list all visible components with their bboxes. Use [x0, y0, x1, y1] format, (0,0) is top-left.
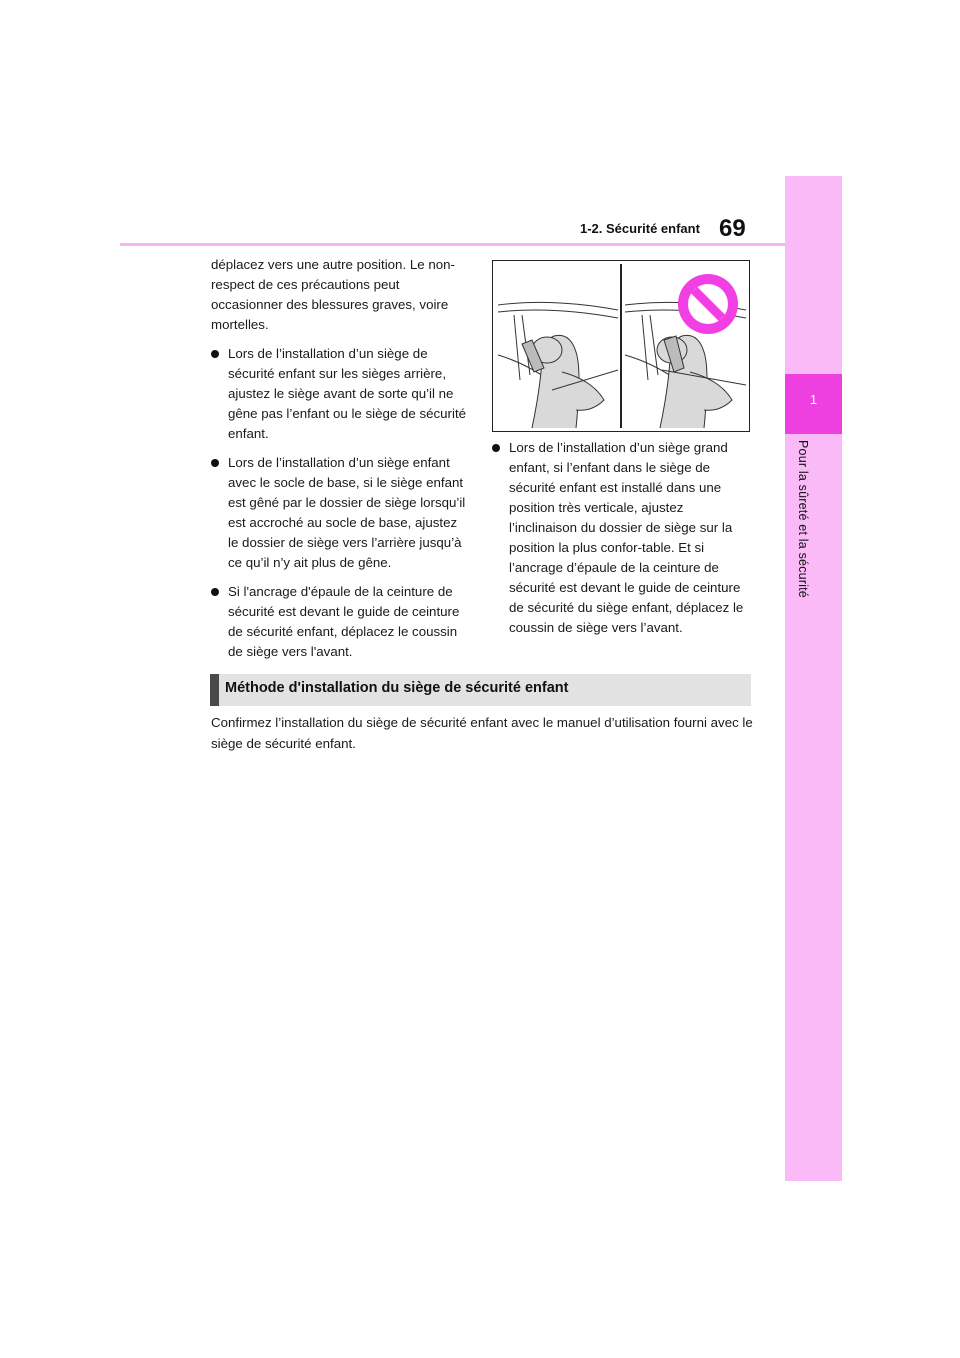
bullet-text: Si l'ancrage d'épaule de la ceinture de sécurité est devant le guide de ceinture de sécurité enfant, déplacez le coussin de siège vers l'avant. [228, 584, 460, 659]
chapter-number: 1 [809, 392, 818, 407]
bullet-dot-icon [492, 444, 500, 452]
bullet-text: Lors de l’installation d’un siège de sécurité enfant sur les sièges arrière, ajustez le siège avant de sorte qu’il ne gêne pas l’enfant ou le siège de sécurité enfant. [228, 346, 467, 441]
header-rule [120, 243, 785, 246]
bullet-dot-icon [211, 350, 219, 358]
bullet-text: Lors de l’installation d’un siège enfant avec le socle de base, si le siège enfant est gêné par le dossier de siège lorsqu’il est accroché au socle de base, ajustez le dossier de siège vers l’arrière jusqu’à ce qu’il n’y ait plus de gêne. [228, 455, 466, 570]
section-heading [210, 674, 751, 706]
bullet-text: Lors de l’installation d’un siège grand enfant, si l’enfant dans le siège de sécurité enfant est installé dans une position très verticale, ajustez l’inclinaison du dossier de siège sur la position la plus confor-table. Et si l’ancrage d’épaule de la ceinture de sécurité est devant le guide de ceinture de sécurité du siège enfant, déplacez le coussin de siège vers l’avant. [509, 440, 744, 635]
bullet-item [492, 438, 754, 638]
child-seat-illustration [492, 260, 750, 432]
bullet-item [211, 344, 471, 444]
bullet-item [211, 582, 471, 662]
bullet-dot-icon [211, 588, 219, 596]
section-body: Confirmez l’installation du siège de sécurité enfant avec le manuel d’utilisation fourni avec le siège de sécurité enfant. [211, 715, 753, 751]
right-column [492, 438, 754, 647]
section-title: 1-2. Sécurité enfant [580, 221, 700, 236]
prohibition-icon [678, 274, 738, 334]
page-number: 69 [719, 215, 746, 242]
section-heading-text: Méthode d'installation du siège de sécurité enfant [225, 680, 569, 696]
left-column [211, 255, 471, 671]
chapter-label: Pour la sûreté et la sécurité [796, 440, 810, 598]
intro-paragraph: déplacez vers une autre position. Le non-respect de ces précautions peut occasionner des blessures graves, voire mortelles. [211, 257, 455, 332]
chapter-side-tab [785, 176, 842, 1181]
bullet-item [211, 453, 471, 573]
bullet-dot-icon [211, 459, 219, 467]
heading-accent-bar [210, 674, 219, 706]
